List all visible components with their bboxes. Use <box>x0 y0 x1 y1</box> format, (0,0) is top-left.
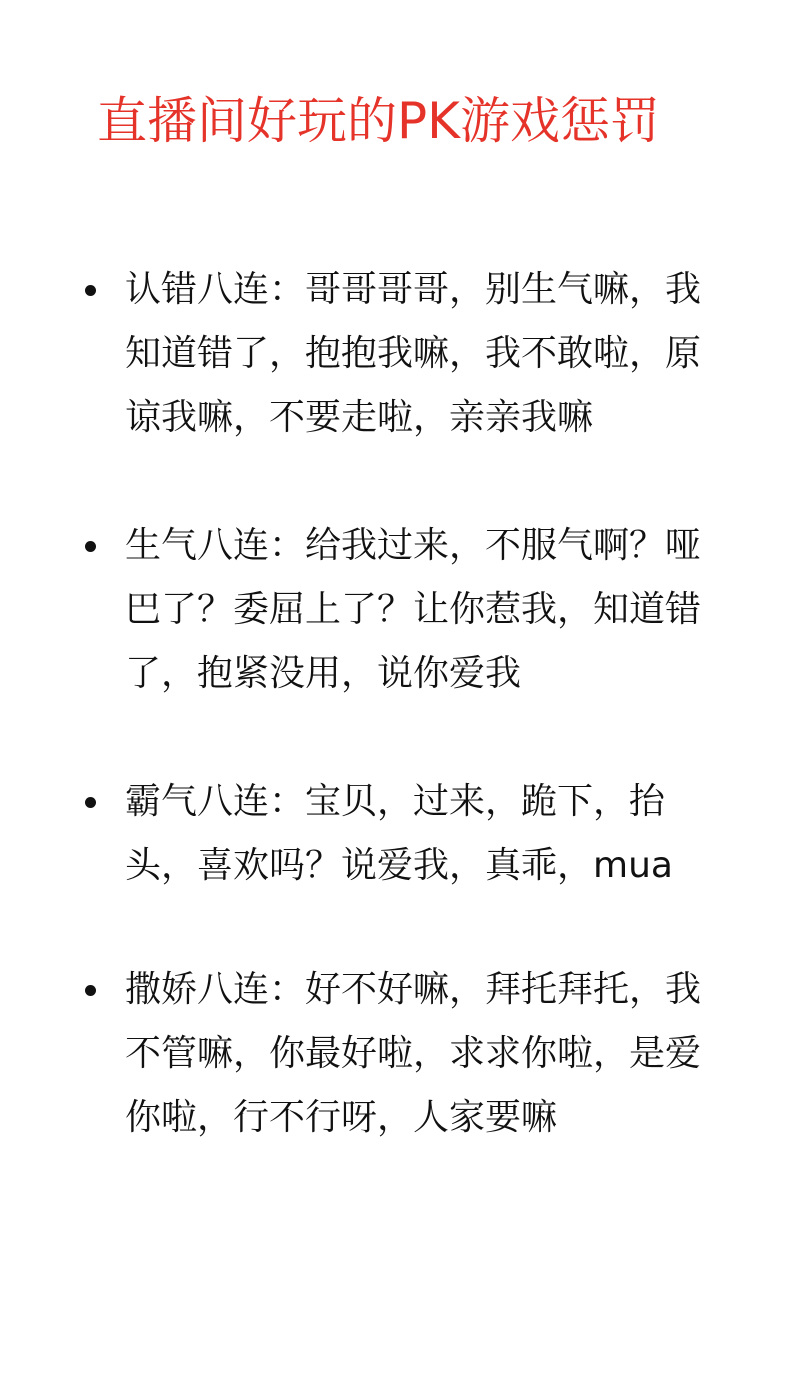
list-item-text: 生气八连：给我过来，不服气啊？哑巴了？委屈上了？让你惹我，知道错了，抱紧没用，说你爱我 <box>125 525 702 694</box>
list-item-text: 撒娇八连：好不好嘛，拜托拜托，我不管嘛，你最好啦，求求你啦，是爱你啦，行不行呀，人家要嘛 <box>125 969 702 1138</box>
bullet-icon <box>85 985 96 996</box>
list-item-text: 霸气八连：宝贝，过来，跪下，抬头，喜欢吗？说爱我，真乖，mua <box>125 781 673 886</box>
page-title: 直播间好玩的PK游戏惩罚 <box>97 92 660 150</box>
bullet-icon <box>85 541 96 552</box>
bullet-icon <box>85 285 96 296</box>
list-item-text: 认错八连：哥哥哥哥，别生气嘛，我知道错了，抱抱我嘛，我不敢啦，原谅我嘛，不要走啦，亲亲我嘛 <box>125 269 702 438</box>
bullet-icon <box>85 797 96 808</box>
